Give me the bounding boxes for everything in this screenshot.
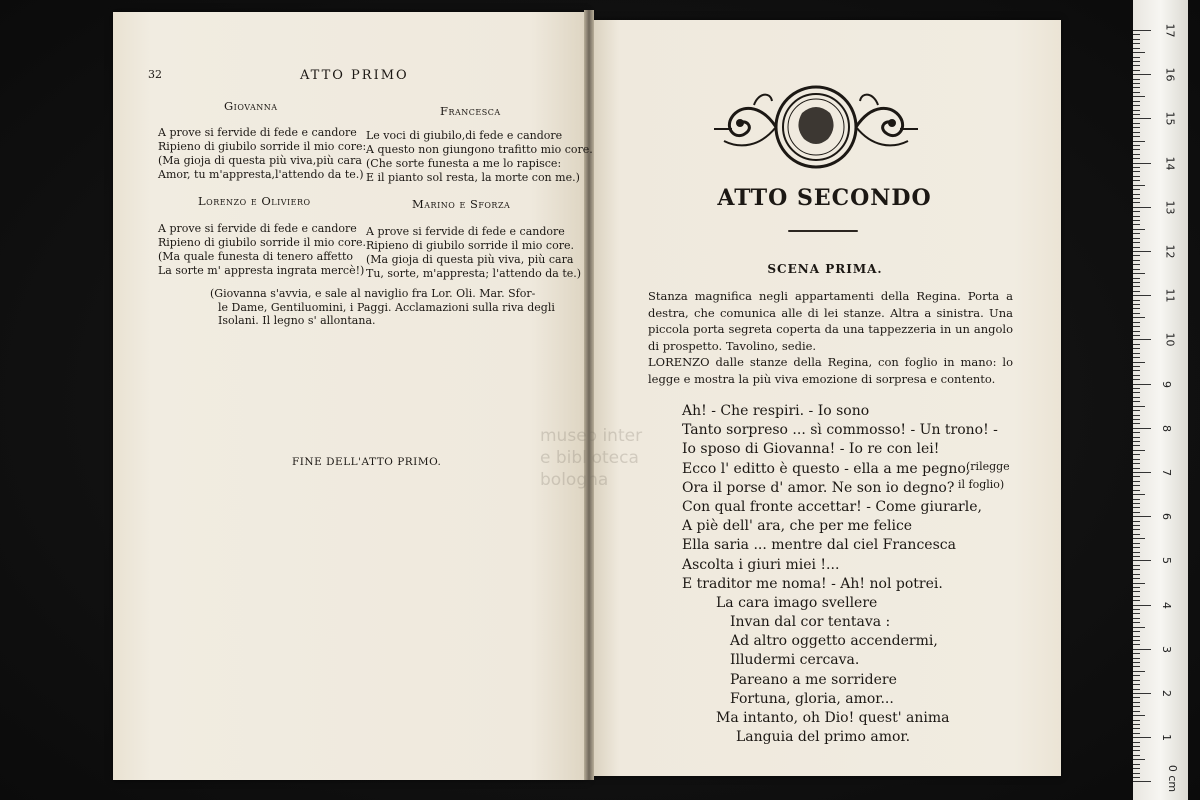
ruler-tick bbox=[1133, 737, 1151, 738]
ruler-tick bbox=[1133, 618, 1140, 619]
ruler-tick bbox=[1133, 627, 1145, 628]
ruler-label: 6 bbox=[1160, 513, 1173, 521]
verse-block bbox=[158, 222, 366, 278]
ruler-tick bbox=[1133, 198, 1140, 199]
ruler-tick bbox=[1133, 145, 1140, 146]
ruler-tick bbox=[1133, 503, 1140, 504]
ruler-tick bbox=[1133, 141, 1145, 142]
ruler-tick bbox=[1133, 238, 1140, 239]
ruler-tick bbox=[1133, 653, 1140, 654]
ruler-tick bbox=[1133, 110, 1140, 111]
ruler-label: 2 bbox=[1160, 690, 1173, 697]
ruler-tick bbox=[1133, 472, 1151, 473]
verse-line: Tanto sorpreso ... sì commosso! - Un trono! - bbox=[682, 422, 998, 439]
ruler-tick bbox=[1133, 123, 1140, 124]
ruler-tick bbox=[1133, 348, 1140, 349]
ruler-tick bbox=[1133, 317, 1145, 318]
ruler-tick bbox=[1133, 247, 1140, 248]
ruler-tick bbox=[1133, 445, 1140, 446]
ruler-tick bbox=[1133, 733, 1140, 734]
ruler-tick bbox=[1133, 728, 1140, 729]
ruler-tick bbox=[1133, 278, 1140, 279]
ruler-tick bbox=[1133, 101, 1140, 102]
ruler-label: 8 bbox=[1160, 424, 1173, 432]
ruler-tick bbox=[1133, 260, 1140, 261]
ruler-tick bbox=[1133, 454, 1140, 455]
ruler-tick bbox=[1133, 605, 1151, 606]
act-title: ATTO SECONDO bbox=[717, 185, 932, 211]
setting-paragraph: Stanza magnifica negli appartamenti della Regina. Porta a destra, che comunica alle di lei stanze. Altra a sinistra. Una piccola porta segreta coperta da una tappezzeria in un angolo di prospetto. Tavolino, sedie. bbox=[648, 289, 1013, 353]
ruler-tick bbox=[1133, 242, 1140, 243]
ruler-tick bbox=[1133, 370, 1140, 371]
ruler-tick bbox=[1133, 764, 1140, 765]
ruler-label: 14 bbox=[1163, 156, 1177, 171]
verse-line: Io sposo di Giovanna! - Io re con lei! bbox=[682, 441, 940, 458]
ruler-tick bbox=[1133, 233, 1140, 234]
ruler-tick bbox=[1133, 671, 1145, 672]
ruler-tick bbox=[1133, 255, 1140, 256]
ruler-tick bbox=[1133, 423, 1140, 424]
ruler-tick bbox=[1133, 118, 1151, 119]
ruler-tick bbox=[1133, 114, 1140, 115]
ruler-tick bbox=[1133, 211, 1140, 212]
ruler-tick bbox=[1133, 269, 1140, 270]
measuring-ruler bbox=[1133, 0, 1188, 800]
ruler-tick bbox=[1133, 746, 1140, 747]
verse-line: A prove si fervide di fede e candore bbox=[366, 225, 565, 238]
ruler-tick bbox=[1133, 680, 1140, 681]
ruler-tick bbox=[1133, 459, 1140, 460]
verse-line: E traditor me noma! - Ah! nol potrei. bbox=[682, 575, 943, 592]
verse-line: Con qual fronte accettar! - Come giurarle, bbox=[682, 498, 982, 515]
ruler-tick bbox=[1133, 154, 1140, 155]
scene-setting bbox=[648, 288, 1013, 387]
ruler-tick bbox=[1133, 410, 1140, 411]
ruler-tick bbox=[1133, 565, 1140, 566]
ruler-tick bbox=[1133, 543, 1140, 544]
stage-direction: (Giovanna s'avvia, e sale al naviglio fra Lor. Oli. Mar. Sfor- le Dame, Gentiluomini, i Paggi. Acclamazioni sulla riva degli Isolani. Il legno s' allontana. bbox=[210, 287, 555, 327]
page-number: 32 bbox=[148, 68, 162, 81]
ruler-tick bbox=[1133, 300, 1140, 301]
ruler-tick bbox=[1133, 366, 1140, 367]
verse-line: Ripieno di giubilo sorride il mio core. bbox=[158, 236, 366, 249]
ruler-tick bbox=[1133, 30, 1151, 31]
ruler-tick bbox=[1133, 401, 1140, 402]
verse-line: (Che sorte funesta a me lo rapisce: bbox=[366, 157, 562, 170]
ruler-tick bbox=[1133, 574, 1140, 575]
ruler-tick bbox=[1133, 273, 1145, 274]
ruler-tick bbox=[1133, 556, 1140, 557]
ruler-tick bbox=[1133, 207, 1151, 208]
verse-line: La sorte m' appresta ingrata mercè!) bbox=[158, 264, 365, 277]
aria-line: Ad altro oggetto accendermi, bbox=[730, 633, 938, 650]
ruler-tick bbox=[1133, 499, 1140, 500]
ruler-tick bbox=[1133, 282, 1140, 283]
ruler-tick bbox=[1133, 57, 1140, 58]
ruler-tick bbox=[1133, 264, 1140, 265]
ruler-tick bbox=[1133, 516, 1151, 517]
ruler-tick bbox=[1133, 720, 1140, 721]
ruler-tick bbox=[1133, 251, 1151, 252]
ruler-tick bbox=[1133, 313, 1140, 314]
ruler-tick bbox=[1133, 441, 1140, 442]
verse-block bbox=[158, 126, 366, 182]
verse-line: Ecco l' editto è questo - ella a me pegno, bbox=[682, 460, 971, 477]
verse-line: A piè dell' ara, che per me felice bbox=[682, 518, 913, 535]
ruler-tick bbox=[1133, 463, 1140, 464]
ruler-tick bbox=[1133, 622, 1140, 623]
verse-line: (Ma quale funesta di tenero affetto bbox=[158, 250, 353, 263]
verse-block bbox=[366, 225, 581, 281]
ruler-tick bbox=[1133, 92, 1140, 93]
ruler-tick bbox=[1133, 684, 1140, 685]
ruler-tick bbox=[1133, 83, 1140, 84]
character-name: Marino e Sforza bbox=[412, 197, 511, 211]
ruler-tick bbox=[1133, 583, 1145, 584]
ruler-tick bbox=[1133, 529, 1140, 530]
aria-line: Invan dal cor tentava : bbox=[730, 614, 891, 631]
ruler-tick bbox=[1133, 136, 1140, 137]
ruler-tick bbox=[1133, 339, 1151, 340]
ornament-vignette-icon bbox=[710, 83, 922, 171]
ruler-tick bbox=[1133, 706, 1140, 707]
ruler-tick bbox=[1133, 362, 1145, 363]
ruler-tick bbox=[1133, 538, 1145, 539]
aria-line: Ma intanto, oh Dio! quest' anima bbox=[716, 710, 950, 726]
ruler-tick bbox=[1133, 229, 1145, 230]
ruler-tick bbox=[1133, 468, 1140, 469]
ruler-tick bbox=[1133, 552, 1140, 553]
ruler-tick bbox=[1133, 158, 1140, 159]
ruler-tick bbox=[1133, 658, 1140, 659]
ruler-label: 10 bbox=[1163, 332, 1177, 347]
ruler-tick bbox=[1133, 569, 1140, 570]
ruler-tick bbox=[1133, 432, 1140, 433]
ruler-tick bbox=[1133, 331, 1140, 332]
ruler-tick bbox=[1133, 220, 1140, 221]
ruler-tick bbox=[1133, 105, 1140, 106]
ruler-tick bbox=[1133, 286, 1140, 287]
ruler-tick bbox=[1133, 512, 1140, 513]
ruler-tick bbox=[1133, 149, 1140, 150]
ruler-tick bbox=[1133, 591, 1140, 592]
verse-line: (Ma gioja di questa più viva, più cara bbox=[366, 253, 574, 266]
ruler-tick bbox=[1133, 167, 1140, 168]
ruler-label: 11 bbox=[1163, 288, 1177, 303]
ruler-tick bbox=[1133, 65, 1140, 66]
ruler-tick bbox=[1133, 715, 1145, 716]
ruler-tick bbox=[1133, 79, 1140, 80]
ruler-tick bbox=[1133, 689, 1140, 690]
ruler-tick bbox=[1133, 127, 1140, 128]
ruler-tick bbox=[1133, 392, 1140, 393]
ruler-tick bbox=[1133, 52, 1145, 53]
ruler-tick bbox=[1133, 176, 1140, 177]
ruler-label: 4 bbox=[1160, 601, 1173, 609]
ruler-tick bbox=[1133, 485, 1140, 486]
ruler-tick bbox=[1133, 600, 1140, 601]
ruler-tick bbox=[1133, 525, 1140, 526]
ruler-tick bbox=[1133, 481, 1140, 482]
verse-line: A questo non giungono trafitto mio core. bbox=[366, 143, 593, 156]
stage-aside: il foglio) bbox=[958, 478, 1005, 491]
character-name: Francesca bbox=[440, 104, 501, 118]
ruler-tick bbox=[1133, 216, 1140, 217]
ruler-tick bbox=[1133, 750, 1140, 751]
ruler-tick bbox=[1133, 379, 1140, 380]
ruler-tick bbox=[1133, 384, 1151, 385]
verse-line: Ascolta i giuri miei !... bbox=[682, 556, 840, 573]
ruler-tick bbox=[1133, 613, 1140, 614]
ruler-label: 17 bbox=[1163, 23, 1177, 38]
ruler-tick bbox=[1133, 357, 1140, 358]
ruler-tick bbox=[1133, 724, 1140, 725]
ruler-tick bbox=[1133, 437, 1140, 438]
ruler-tick bbox=[1133, 202, 1140, 203]
verse-line: Ripieno di giubilo sorride il mio core: bbox=[158, 140, 367, 153]
verse-line: Ripieno di giubilo sorride il mio core. bbox=[366, 239, 574, 252]
ruler-tick bbox=[1133, 43, 1140, 44]
ruler-tick bbox=[1133, 406, 1145, 407]
ruler-tick bbox=[1133, 640, 1140, 641]
ruler-tick bbox=[1133, 397, 1140, 398]
aria-line: Fortuna, gloria, amor... bbox=[730, 690, 894, 707]
ruler-tick bbox=[1133, 326, 1140, 327]
ruler-tick bbox=[1133, 322, 1140, 323]
ruler-tick bbox=[1133, 353, 1140, 354]
ruler-tick bbox=[1133, 666, 1140, 667]
ruler-label: 3 bbox=[1160, 645, 1173, 653]
ruler-tick bbox=[1133, 777, 1140, 778]
verse-block bbox=[366, 129, 593, 185]
ruler-tick bbox=[1133, 596, 1140, 597]
end-of-act: FINE DELL'ATTO PRIMO. bbox=[292, 456, 442, 468]
ruler-tick bbox=[1133, 163, 1151, 164]
ruler-tick bbox=[1133, 224, 1140, 225]
ruler-tick bbox=[1133, 308, 1140, 309]
ruler-tick bbox=[1133, 578, 1140, 579]
verse-line: Ella saria ... mentre dal ciel Francesca bbox=[682, 537, 956, 554]
ruler-tick bbox=[1133, 419, 1140, 420]
ruler-tick bbox=[1133, 494, 1145, 495]
ruler-tick bbox=[1133, 48, 1140, 49]
verse-line: (Ma gioja di questa più viva,più cara bbox=[158, 154, 362, 167]
running-head: ATTO PRIMO bbox=[300, 68, 409, 83]
character-name: Lorenzo e Oliviero bbox=[198, 194, 311, 208]
ruler-tick bbox=[1133, 773, 1140, 774]
ruler-tick bbox=[1133, 415, 1140, 416]
verse-line: Le voci di giubilo,di fede e candore bbox=[366, 129, 563, 142]
ruler-tick bbox=[1133, 171, 1140, 172]
ruler-tick bbox=[1133, 96, 1145, 97]
ruler-label: 0 cm bbox=[1166, 764, 1180, 793]
ruler-tick bbox=[1133, 768, 1140, 769]
ruler-tick bbox=[1133, 697, 1140, 698]
ruler-tick bbox=[1133, 755, 1140, 756]
ruler-tick bbox=[1133, 87, 1140, 88]
ruler-label: 13 bbox=[1163, 200, 1177, 215]
ruler-tick bbox=[1133, 534, 1140, 535]
ruler-tick bbox=[1133, 295, 1151, 296]
aria-line: La cara imago svellere bbox=[716, 594, 878, 611]
ruler-tick bbox=[1133, 702, 1140, 703]
ruler-tick bbox=[1133, 711, 1140, 712]
library-watermark: museo inter e biblioteca bologna bbox=[540, 426, 643, 490]
ruler-tick bbox=[1133, 781, 1151, 782]
ruler-tick bbox=[1133, 490, 1140, 491]
ruler-tick bbox=[1133, 636, 1140, 637]
verse-line: A prove si fervide di fede e candore bbox=[158, 222, 357, 235]
ruler-tick bbox=[1133, 547, 1140, 548]
aria-line: Languia del primo amor. bbox=[736, 729, 911, 746]
aria-line: Illudermi cercava. bbox=[730, 652, 860, 669]
ruler-tick bbox=[1133, 61, 1140, 62]
verse-line: Ah! - Che respiri. - Io sono bbox=[682, 403, 870, 419]
verse-line: A prove si fervide di fede e candore bbox=[158, 126, 357, 139]
ruler-tick bbox=[1133, 39, 1140, 40]
ruler-label: 7 bbox=[1160, 469, 1173, 476]
recitative bbox=[682, 402, 998, 747]
ruler-tick bbox=[1133, 742, 1140, 743]
ruler-label: 15 bbox=[1163, 111, 1177, 126]
ruler-tick bbox=[1133, 304, 1140, 305]
ruler-tick bbox=[1133, 185, 1145, 186]
ruler-tick bbox=[1133, 560, 1151, 561]
ruler-tick bbox=[1133, 291, 1140, 292]
ruler-tick bbox=[1133, 662, 1140, 663]
ruler-tick bbox=[1133, 759, 1145, 760]
ruler-tick bbox=[1133, 428, 1151, 429]
ruler-tick bbox=[1133, 34, 1140, 35]
verse-line: Tu, sorte, m'appresta; l'attendo da te.) bbox=[366, 267, 582, 280]
ruler-tick bbox=[1133, 344, 1140, 345]
ruler-tick bbox=[1133, 132, 1140, 133]
ruler-tick bbox=[1133, 631, 1140, 632]
ruler-tick bbox=[1133, 335, 1140, 336]
ruler-label: 16 bbox=[1163, 67, 1177, 82]
character-name: Giovanna bbox=[224, 99, 278, 113]
ruler-tick bbox=[1133, 507, 1140, 508]
entrance-paragraph: LORENZO dalle stanze della Regina, con foglio in mano: lo legge e mostra la più viva emozione di sorpresa e contento. bbox=[648, 355, 1013, 386]
ruler-tick bbox=[1133, 375, 1140, 376]
ruler-tick bbox=[1133, 189, 1140, 190]
verse-line: Ora il porse d' amor. Ne son io degno? bbox=[682, 479, 955, 496]
ruler-tick bbox=[1133, 675, 1140, 676]
ruler-label: 9 bbox=[1160, 380, 1173, 388]
decorative-rule bbox=[788, 230, 858, 232]
ruler-tick bbox=[1133, 180, 1140, 181]
aria-line: Pareano a me sorridere bbox=[730, 671, 897, 688]
ruler-tick bbox=[1133, 609, 1140, 610]
ruler-label: 5 bbox=[1160, 557, 1173, 565]
ruler-tick bbox=[1133, 521, 1140, 522]
ruler-tick bbox=[1133, 388, 1140, 389]
ruler-tick bbox=[1133, 649, 1151, 650]
ruler-tick bbox=[1133, 74, 1151, 75]
ruler-label: 12 bbox=[1163, 244, 1177, 259]
ruler-tick bbox=[1133, 194, 1140, 195]
ruler-tick bbox=[1133, 70, 1140, 71]
verse-line: E il pianto sol resta, la morte con me.) bbox=[366, 171, 580, 184]
scene-title: SCENA PRIMA. bbox=[767, 262, 883, 276]
ruler-tick bbox=[1133, 476, 1140, 477]
ruler-tick bbox=[1133, 587, 1140, 588]
ruler-tick bbox=[1133, 450, 1145, 451]
book-gutter bbox=[584, 10, 594, 780]
stage-aside: (rilegge bbox=[966, 460, 1010, 473]
ruler-tick bbox=[1133, 644, 1140, 645]
verse-line: Amor, tu m'appresta,l'attendo da te.) bbox=[158, 168, 364, 181]
ruler-tick bbox=[1133, 693, 1151, 694]
ruler-label: 1 bbox=[1160, 734, 1173, 742]
